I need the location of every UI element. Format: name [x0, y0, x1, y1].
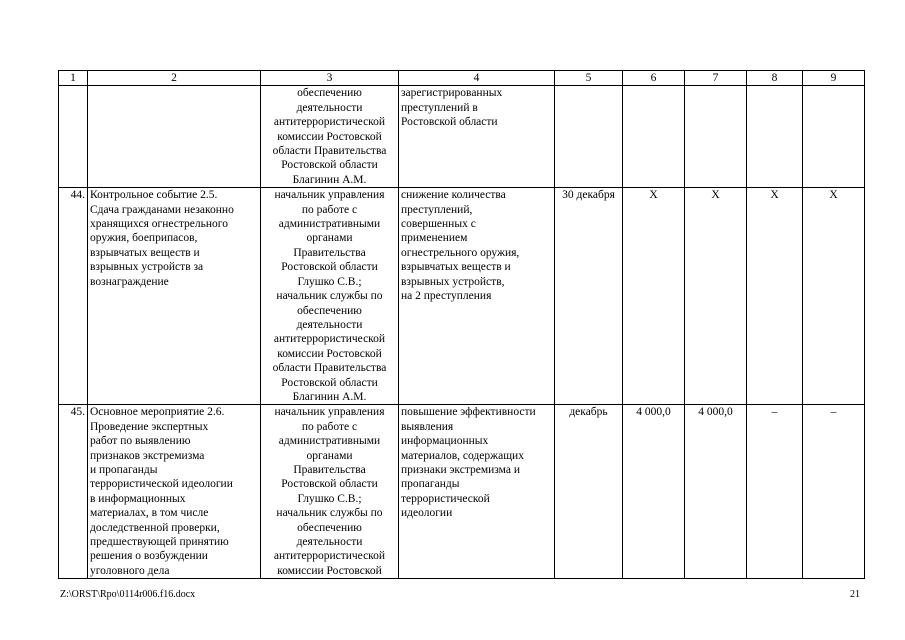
row-number: 44.: [59, 188, 88, 405]
value-col-8: –: [747, 405, 803, 579]
cont-date-cell: [555, 86, 623, 188]
row-number: 45.: [59, 405, 88, 579]
header-cell-9: 9: [803, 71, 865, 86]
header-cell-3: 3: [261, 71, 399, 86]
cont-num-cell: [59, 86, 88, 188]
header-cell-5: 5: [555, 71, 623, 86]
cont-executor-cell: обеспечению деятельности антитеррористической комиссии Ростовской области Правительства Ростовской области Благинин А.М.: [261, 86, 399, 188]
cont-c8-cell: [747, 86, 803, 188]
value-col-9: –: [803, 405, 865, 579]
page-number: 21: [850, 589, 860, 600]
plan-table: [58, 70, 865, 579]
value-col-8: X: [747, 188, 803, 405]
executor: начальник управления по работе с административными органами Правительства Ростовской области Глушко С.В.; начальник службы по обеспечению деятельности антитеррористической комиссии Ростовской области Правительства Ростовской области Благинин А.М.: [261, 188, 399, 405]
executor: начальник управления по работе с административными органами Правительства Ростовской области Глушко С.В.; начальник службы по обеспечению деятельности антитеррористической комиссии Ростовской: [261, 405, 399, 579]
header-cell-1: 1: [59, 71, 88, 86]
cont-c9-cell: [803, 86, 865, 188]
table-row-45: [59, 405, 865, 579]
footer-file-path: Z:\ORST\Rpo\0114r006.f16.docx: [60, 589, 196, 600]
header-cell-4: 4: [399, 71, 555, 86]
table-row-44: [59, 188, 865, 405]
value-col-6: X: [623, 188, 685, 405]
expected-result: повышение эффективности выявления информационных материалов, содержащих признаки экстремизма и пропаганды террористической идеологии: [399, 405, 555, 579]
event-name: Контрольное событие 2.5. Сдача гражданами незаконно хранящихся огнестрельного оружия, боеприпасов, взрывчатых веществ и взрывных устройств за вознаграждение: [88, 188, 261, 405]
cont-result-cell: зарегистрированных преступлений в Ростовской области: [399, 86, 555, 188]
cont-c7-cell: [685, 86, 747, 188]
cont-c6-cell: [623, 86, 685, 188]
header-cell-2: 2: [88, 71, 261, 86]
header-row: [59, 71, 865, 86]
deadline: декабрь: [555, 405, 623, 579]
expected-result: снижение количества преступлений, совершенных с применением огнестрельного оружия, взрывчатых веществ и взрывных устройств, на 2 преступления: [399, 188, 555, 405]
value-col-9: X: [803, 188, 865, 405]
header-cell-7: 7: [685, 71, 747, 86]
value-col-7: 4 000,0: [685, 405, 747, 579]
deadline: 30 декабря: [555, 188, 623, 405]
event-name: Основное мероприятие 2.6. Проведение экспертных работ по выявлению признаков экстремизма и пропаганды террористической идеологии в информационных материалах, в том числе доследственной проверки, предшествующей принятию решения о возбуждении уголовного дела: [88, 405, 261, 579]
cont-name-cell: [88, 86, 261, 188]
value-col-6: 4 000,0: [623, 405, 685, 579]
header-cell-6: 6: [623, 71, 685, 86]
header-cell-8: 8: [747, 71, 803, 86]
value-col-7: X: [685, 188, 747, 405]
table-row-continuation: [59, 86, 865, 188]
